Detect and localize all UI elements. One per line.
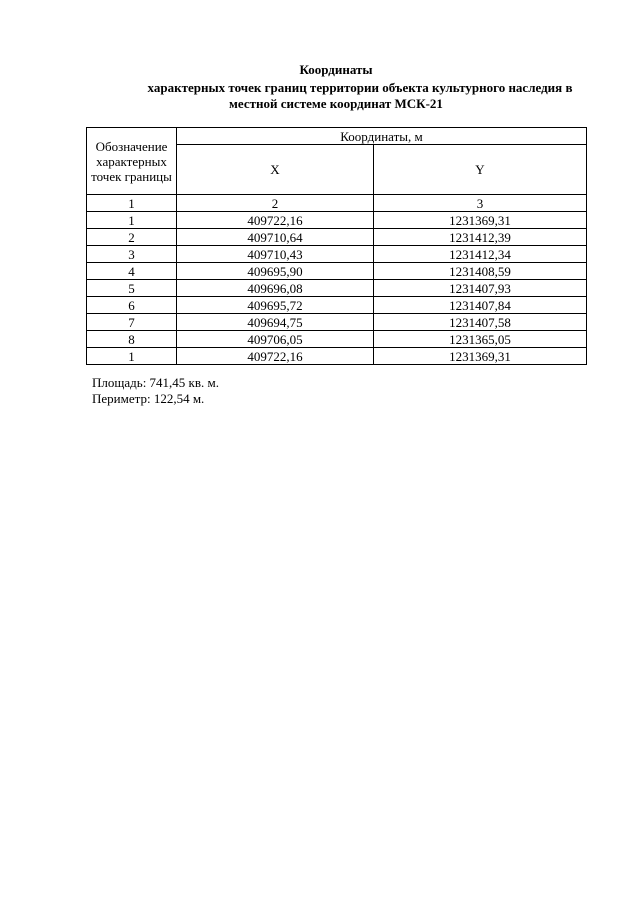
table-row [87,348,587,365]
table-row [87,263,587,280]
point-cell: 6 [87,297,177,314]
document-subtitle-line-1: характерных точек границ территории объекта культурного наследия в [147,80,573,95]
table-header-row [87,128,587,145]
y-cell: 1231407,84 [374,297,587,314]
header-x: X [177,145,374,195]
x-cell: 409722,16 [177,348,374,365]
perimeter-text: Периметр: 122,54 м. [92,391,205,406]
point-cell: 8 [87,331,177,348]
point-cell: 2 [87,229,177,246]
y-cell: 1231407,58 [374,314,587,331]
y-cell: 1231412,34 [374,246,587,263]
column-number-2: 2 [177,195,374,212]
table-row [87,280,587,297]
point-cell: 1 [87,212,177,229]
point-cell: 1 [87,348,177,365]
point-cell: 3 [87,246,177,263]
point-cell: 7 [87,314,177,331]
y-cell: 1231369,31 [374,212,587,229]
column-number-row [87,195,587,212]
table-row [87,212,587,229]
x-cell: 409710,64 [177,229,374,246]
y-cell: 1231412,39 [374,229,587,246]
x-cell: 409694,75 [177,314,374,331]
y-cell: 1231365,05 [374,331,587,348]
table-row [87,246,587,263]
x-cell: 409695,90 [177,263,374,280]
header-coordinates: Координаты, м [177,128,587,145]
header-designation: Обозначение характерных точек границы [87,128,177,195]
table-row [87,229,587,246]
x-cell: 409695,72 [177,297,374,314]
document-subtitle-line-2: местной системе координат МСК-21 [229,96,443,111]
y-cell: 1231408,59 [374,263,587,280]
y-cell: 1231407,93 [374,280,587,297]
table-body [87,212,587,365]
table-row [87,297,587,314]
x-cell: 409706,05 [177,331,374,348]
point-cell: 5 [87,280,177,297]
x-cell: 409710,43 [177,246,374,263]
x-cell: 409696,08 [177,280,374,297]
coordinates-table [86,127,587,365]
document-title: Координаты [299,62,373,77]
point-cell: 4 [87,263,177,280]
header-y: Y [374,145,587,195]
area-text: Площадь: 741,45 кв. м. [92,375,219,390]
x-cell: 409722,16 [177,212,374,229]
column-number-3: 3 [374,195,587,212]
summary-block [92,375,219,407]
y-cell: 1231369,31 [374,348,587,365]
column-number-1: 1 [87,195,177,212]
table-row [87,314,587,331]
table-row [87,331,587,348]
